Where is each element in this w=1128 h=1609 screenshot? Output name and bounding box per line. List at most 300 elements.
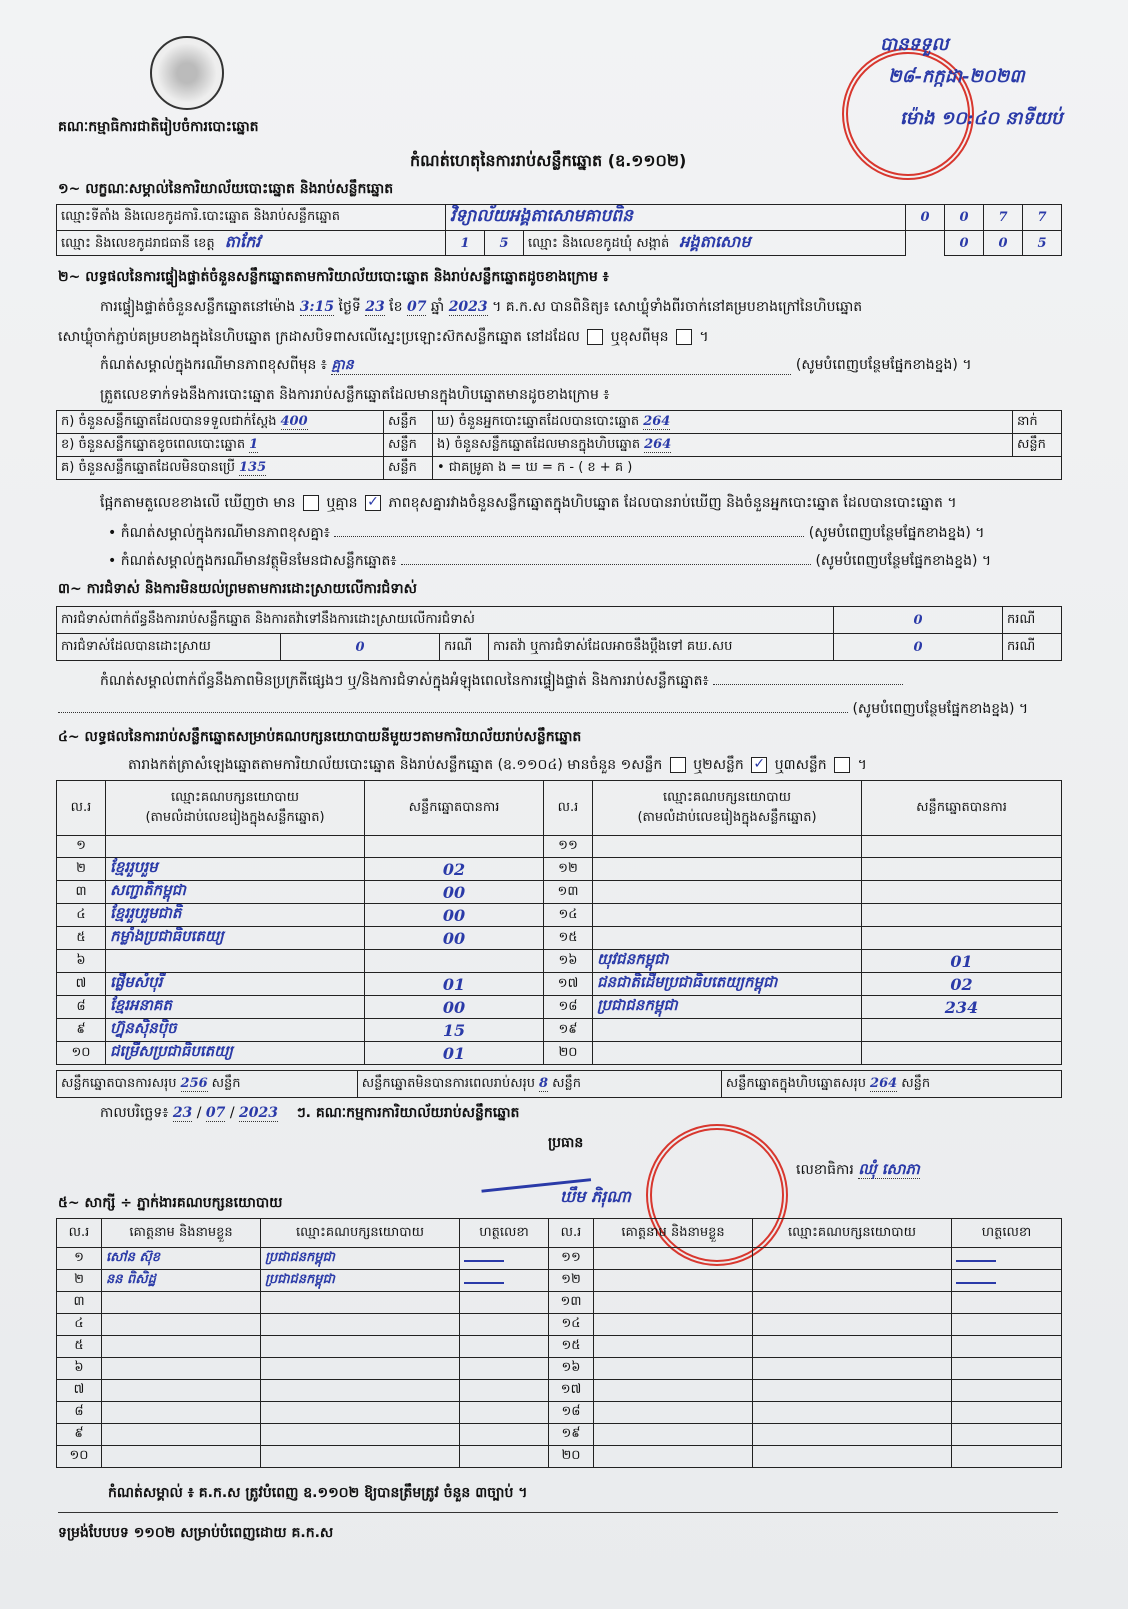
witness-party bbox=[261, 1424, 460, 1446]
objections-table bbox=[56, 606, 1062, 661]
result-votes: 02 bbox=[365, 858, 544, 881]
witness-name bbox=[102, 1314, 261, 1336]
section1-heading: ១~ លក្ខណៈសម្គាល់នៃការិយាល័យបោះឆ្នោត និងរាប់សន្លឹកឆ្នោត bbox=[58, 181, 394, 197]
result-party: យុវជនកម្ពុជា bbox=[593, 950, 862, 973]
witness-party bbox=[753, 1402, 952, 1424]
result-votes: 02 bbox=[862, 973, 1062, 996]
figure-label: ខ) ចំនួនសន្លឹកឆ្នោតខូចពេលបោះឆ្នោត bbox=[61, 436, 246, 452]
witness-no: ៦ bbox=[57, 1358, 102, 1380]
row2-label2: ឈ្មោះ និងលេខកូដឃុំ សង្កាត់ bbox=[528, 236, 670, 251]
result-no: ១១ bbox=[544, 836, 593, 858]
witness-row bbox=[57, 1292, 1062, 1314]
result-votes bbox=[862, 881, 1062, 904]
witness-signature[interactable] bbox=[952, 1314, 1062, 1336]
result-row bbox=[57, 996, 1062, 1019]
result-no: ១៥ bbox=[544, 927, 593, 950]
result-row bbox=[57, 927, 1062, 950]
witness-party bbox=[261, 1358, 460, 1380]
witness-no: ២ bbox=[57, 1270, 102, 1292]
witness-signature[interactable] bbox=[460, 1358, 549, 1380]
witness-party bbox=[753, 1292, 952, 1314]
row2-value: តាកែវ bbox=[224, 232, 261, 251]
signature-mark bbox=[464, 1260, 504, 1262]
figure-value-right: 264 bbox=[644, 436, 672, 452]
results-table bbox=[56, 780, 1062, 1065]
row1-label: ឈ្មោះទីតាំង និងលេខកូដការិ.បោះឆ្នោត និងរាប់សន្លឹកឆ្នោត bbox=[57, 205, 446, 231]
bullet-difference-note bbox=[108, 524, 1058, 542]
col-party: ឈ្មោះគណបក្សនយោបាយ bbox=[261, 1219, 460, 1248]
witness-no: ១០ bbox=[57, 1446, 102, 1468]
footer-divider bbox=[58, 1512, 1058, 1513]
witness-party bbox=[261, 1336, 460, 1358]
row2-label: ឈ្មោះ និងលេខកូដរាជធានី ខេត្ត bbox=[61, 236, 215, 251]
no-difference-checkbox[interactable]: ✓ bbox=[365, 495, 381, 511]
changed-text: ឬខុសពីមុន bbox=[610, 329, 669, 345]
result-party: ហ្វ៊ុនស៊ិនប៉ិច bbox=[106, 1019, 365, 1042]
witness-no: ៥ bbox=[57, 1336, 102, 1358]
figure-unit-right: សន្លឹក bbox=[1013, 434, 1062, 457]
bullet-foreign-object-note bbox=[108, 552, 1058, 570]
row1-digit: 0 bbox=[906, 205, 945, 231]
witness-no: ៩ bbox=[57, 1424, 102, 1446]
result-no: ១៤ bbox=[544, 904, 593, 927]
witness-signature[interactable] bbox=[952, 1380, 1062, 1402]
figure-label-right: ឃ) ចំនួនអ្នកបោះឆ្នោតដែលបានបោះឆ្នោត bbox=[437, 413, 640, 429]
result-no: ១៣ bbox=[544, 881, 593, 904]
witness-name bbox=[102, 1446, 261, 1468]
verify-month: 07 bbox=[406, 299, 427, 315]
total-invalid-label: សន្លឹកឆ្នោតមិនបានការពេលរាប់សរុប bbox=[361, 1075, 536, 1091]
results-body bbox=[57, 836, 1062, 1065]
col-party: ឈ្មោះគណបក្សនយោបាយ bbox=[663, 790, 791, 805]
result-row bbox=[57, 858, 1062, 881]
date-month: 07 bbox=[205, 1105, 226, 1121]
witness-no: ១៦ bbox=[549, 1358, 594, 1380]
same-checkbox[interactable] bbox=[587, 329, 603, 345]
bullet-label: • កំណត់សម្គាល់ក្នុងករណីមានវត្ថុមិនមែនជាសន្លឹកឆ្នោត៖ bbox=[108, 553, 397, 569]
witness-row bbox=[57, 1248, 1062, 1270]
date-label: កាលបរិច្ឆេទ៖ bbox=[100, 1105, 169, 1121]
result-votes: 01 bbox=[365, 1042, 544, 1065]
witness-party bbox=[753, 1380, 952, 1402]
result-row bbox=[57, 1042, 1062, 1065]
witness-party: ប្រជាជនកម្ពុជា bbox=[261, 1270, 460, 1292]
witness-body bbox=[57, 1248, 1062, 1468]
difference-line bbox=[100, 494, 957, 512]
figure-label-right: ង) ចំនួនសន្លឹកឆ្នោតដែលមានក្នុងហិបឆ្នោត bbox=[437, 436, 641, 452]
date-year: 2023 bbox=[239, 1105, 278, 1121]
appeal-label: ការតវ៉ា ឬការជំទាស់ដែលអាចនឹងប្តឹងទៅ គឃ.សប bbox=[489, 634, 834, 661]
witness-name bbox=[102, 1292, 261, 1314]
row2-digit2: 0 bbox=[945, 231, 984, 256]
witness-party bbox=[261, 1292, 460, 1314]
result-row bbox=[57, 973, 1062, 996]
result-party bbox=[593, 1019, 862, 1042]
witness-name bbox=[102, 1336, 261, 1358]
witness-no: ៣ bbox=[57, 1292, 102, 1314]
row1-digit: 7 bbox=[984, 205, 1023, 231]
figure-unit: សន្លឹក bbox=[384, 457, 433, 480]
result-row bbox=[57, 836, 1062, 858]
row2-digit2: 5 bbox=[1023, 231, 1062, 256]
section1-table bbox=[56, 204, 1062, 256]
row2-value2: អង្គតាសោម bbox=[679, 232, 751, 251]
witness-party bbox=[261, 1402, 460, 1424]
secretary-line bbox=[796, 1160, 920, 1179]
result-party bbox=[593, 881, 862, 904]
witness-name bbox=[594, 1380, 753, 1402]
figures-row bbox=[57, 411, 1062, 434]
bullet-label: • កំណត់សម្គាល់ក្នុងករណីមានភាពខុសគ្នា៖ bbox=[108, 525, 330, 541]
witness-row bbox=[57, 1358, 1062, 1380]
verify-month-label: ខែ bbox=[389, 299, 403, 315]
tally-intro-2: ឬ២សន្លឹក bbox=[693, 757, 744, 773]
result-votes bbox=[862, 927, 1062, 950]
witness-signature[interactable] bbox=[460, 1336, 549, 1358]
result-no: ១៨ bbox=[544, 996, 593, 1019]
irregularity-label: កំណត់សម្គាល់ពាក់ព័ន្ធនឹងភាពមិនប្រក្រតីផ្សេងៗ ឬ/និងការជំទាស់ក្នុងអំឡុងពេលនៃការផ្ទៀងផ្ទាត់ និងការរាប់សន្លឹកឆ្នោត៖ bbox=[100, 673, 709, 689]
witness-name bbox=[594, 1402, 753, 1424]
seal-text: សោឃ្លុំចាក់ភ្ជាប់គម្របខាងក្នុងនៃហិបឆ្នោត ក្រដាសបិទពាសលើស្នេះប្រឡោះស៊កសន្លឹកឆ្នោត នៅដដែល bbox=[58, 329, 580, 345]
figure-value: 1 bbox=[249, 436, 259, 452]
witness-row bbox=[57, 1314, 1062, 1336]
changed-checkbox[interactable] bbox=[676, 329, 692, 345]
witness-name bbox=[102, 1358, 261, 1380]
objection-unit: ករណី bbox=[1003, 634, 1062, 661]
tally-intro-3: ឬ៣សន្លឹក bbox=[774, 757, 827, 773]
signature-mark bbox=[956, 1282, 996, 1284]
col-party: ឈ្មោះគណបក្សនយោបាយ bbox=[753, 1219, 952, 1248]
row1-digit: 0 bbox=[945, 205, 984, 231]
total-unit: សន្លឹក bbox=[211, 1075, 241, 1091]
col-party: ឈ្មោះគណបក្សនយោបាយ bbox=[171, 790, 299, 805]
witness-party bbox=[753, 1424, 952, 1446]
result-party: ជនជាតិដើមប្រជាធិបតេយ្យកម្ពុជា bbox=[593, 973, 862, 996]
witness-name: នន ពិសិដ្ឋ bbox=[102, 1270, 261, 1292]
col-name: គោត្តនាម និងនាមខ្លួន bbox=[102, 1219, 261, 1248]
verify-time: 3:15 bbox=[299, 299, 335, 315]
difference-note-line bbox=[100, 356, 1060, 375]
witness-signature[interactable] bbox=[952, 1424, 1062, 1446]
verify-day-label: ថ្ងៃទី bbox=[338, 299, 361, 315]
resolved-label: ការជំទាស់ដែលបានដោះស្រាយ bbox=[57, 634, 281, 661]
witness-party: ប្រជាជនកម្ពុជា bbox=[261, 1248, 460, 1270]
secretary-name: ឈុំ សោភា bbox=[858, 1160, 920, 1178]
figure-value-right: 264 bbox=[643, 413, 671, 429]
result-no: ៥ bbox=[57, 927, 106, 950]
witness-no: ១៨ bbox=[549, 1402, 594, 1424]
witness-row bbox=[57, 1402, 1062, 1424]
difference-text-c: ភាពខុសគ្នារវាងចំនួនសន្លឹកឆ្នោតក្នុងហិបឆ្នោត ដែលបានរាប់ឃើញ និងចំនួនអ្នកបោះឆ្នោត ដែលបានបោះឆ្នោត ។ bbox=[388, 495, 957, 511]
witness-no: ១៩ bbox=[549, 1424, 594, 1446]
objection-row1-label: ការជំទាស់ពាក់ព័ន្ធនឹងការរាប់សន្លឹកឆ្នោត និងការតវ៉ាទៅនឹងការដោះស្រាយលើការជំទាស់ bbox=[57, 607, 834, 634]
result-party: ខ្មែររួបរួមជាតិ bbox=[106, 904, 365, 927]
witness-name bbox=[594, 1446, 753, 1468]
col-votes: សន្លឹកឆ្នោតបានការ bbox=[365, 781, 544, 836]
witness-name bbox=[594, 1314, 753, 1336]
irregularity-note bbox=[100, 672, 903, 690]
resolved-value: 0 bbox=[281, 634, 440, 661]
witness-name bbox=[594, 1270, 753, 1292]
row2-digit: 1 bbox=[446, 231, 485, 256]
witness-party bbox=[261, 1446, 460, 1468]
fill-more-note: (សូមបំពេញបន្ថែមផ្នែកខាងខ្នង) ។ bbox=[815, 553, 992, 569]
witness-no: ១៥ bbox=[549, 1336, 594, 1358]
result-votes: 00 bbox=[365, 904, 544, 927]
objection-unit: ករណី bbox=[440, 634, 489, 661]
result-row bbox=[57, 904, 1062, 927]
secretary-label: លេខាធិការ bbox=[796, 1162, 854, 1178]
date-day: 23 bbox=[172, 1105, 193, 1121]
total-unit: សន្លឹក bbox=[552, 1075, 581, 1091]
result-votes: 00 bbox=[365, 881, 544, 904]
witness-party bbox=[261, 1314, 460, 1336]
witness-no: ៨ bbox=[57, 1402, 102, 1424]
witness-name bbox=[594, 1358, 753, 1380]
witness-party bbox=[753, 1336, 952, 1358]
witness-no: ១២ bbox=[549, 1270, 594, 1292]
witness-name bbox=[594, 1292, 753, 1314]
col-no: ល.រ bbox=[549, 1219, 594, 1248]
result-party bbox=[593, 927, 862, 950]
witness-no: ១៣ bbox=[549, 1292, 594, 1314]
col-no: ល.រ bbox=[57, 1219, 102, 1248]
one-sheet-checkbox[interactable] bbox=[670, 757, 686, 773]
total-invalid-value: 8 bbox=[539, 1075, 549, 1091]
objection-row1-value: 0 bbox=[834, 607, 1003, 634]
witness-name bbox=[102, 1402, 261, 1424]
witness-row bbox=[57, 1424, 1062, 1446]
witness-no: ៧ bbox=[57, 1380, 102, 1402]
witness-signature[interactable] bbox=[952, 1402, 1062, 1424]
witness-name bbox=[594, 1424, 753, 1446]
row1-digit: 7 bbox=[1023, 205, 1062, 231]
witness-no: ៤ bbox=[57, 1314, 102, 1336]
irregularity-note-line2 bbox=[58, 700, 1028, 718]
witness-signature[interactable] bbox=[460, 1292, 549, 1314]
result-no: ៦ bbox=[57, 950, 106, 973]
result-votes bbox=[862, 1042, 1062, 1065]
total-box-value: 264 bbox=[870, 1075, 898, 1091]
witness-name bbox=[594, 1336, 753, 1358]
result-votes bbox=[862, 858, 1062, 881]
witness-signature[interactable] bbox=[952, 1446, 1062, 1468]
col-votes: សន្លឹកឆ្នោតបានការ bbox=[862, 781, 1062, 836]
result-row bbox=[57, 1019, 1062, 1042]
footnote: កំណត់សម្គាល់ ៖ គ.ក.ស ត្រូវបំពេញ ឧ.១១០២ ឱ្យបានត្រឹមត្រូវ ចំនួន ៣ច្បាប់ ។ bbox=[108, 1485, 528, 1501]
result-party: ប្រជាជនកម្ពុជា bbox=[593, 996, 862, 1019]
witness-signature[interactable] bbox=[952, 1248, 1062, 1270]
result-no: ៤ bbox=[57, 904, 106, 927]
figure-unit-right: នាក់ bbox=[1013, 411, 1062, 434]
witness-signature[interactable] bbox=[952, 1358, 1062, 1380]
result-no: ៩ bbox=[57, 1019, 106, 1042]
witness-signature[interactable] bbox=[952, 1292, 1062, 1314]
result-no: ១៧ bbox=[544, 973, 593, 996]
section4-heading: ៤~ លទ្ធផលនៃការរាប់សន្លឹកឆ្នោតសម្រាប់គណបក្សនយោបាយនីមួយៗតាមការិយាល័យរាប់សន្លឹកឆ្នោត bbox=[58, 729, 582, 745]
result-party: កម្លាំងប្រជាធិបតេយ្យ bbox=[106, 927, 365, 950]
fill-more-note: (សូមបំពេញបន្ថែមផ្នែកខាងខ្នង) ។ bbox=[808, 525, 985, 541]
footer-note: ទម្រង់បែបបទ ១១០២ សម្រាប់បំពេញដោយ គ.ក.ស bbox=[58, 1525, 334, 1541]
chair-label: ប្រធាន bbox=[548, 1135, 584, 1151]
row1-value: វិទ្យាល័យអង្គតាសោមគាបពិន bbox=[446, 205, 906, 231]
result-no: ១០ bbox=[57, 1042, 106, 1065]
result-party bbox=[593, 858, 862, 881]
verify-year: 2023 bbox=[448, 299, 488, 315]
result-no: ១២ bbox=[544, 858, 593, 881]
result-votes bbox=[862, 836, 1062, 858]
fill-more-note: (សូមបំពេញបន្ថែមផ្នែកខាងខ្នង) ។ bbox=[795, 357, 972, 373]
figure-value: 135 bbox=[239, 459, 267, 475]
verify-day: 23 bbox=[365, 299, 385, 315]
total-box-label: សន្លឹកឆ្នោតក្នុងហិបឆ្នោតសរុប bbox=[725, 1075, 867, 1091]
witness-signature[interactable] bbox=[460, 1402, 549, 1424]
col-name: គោត្តនាម និងនាមខ្លួន bbox=[594, 1219, 753, 1248]
figure-value: 400 bbox=[280, 413, 308, 429]
signature-mark bbox=[956, 1260, 996, 1262]
witness-signature[interactable] bbox=[460, 1424, 549, 1446]
result-party: ជម្រើសប្រជាធិបតេយ្យ bbox=[106, 1042, 365, 1065]
witness-party bbox=[753, 1446, 952, 1468]
witness-party bbox=[261, 1380, 460, 1402]
stamp-note-3: ម៉ោង ១០:៤០ នាទីយប់ bbox=[900, 108, 1063, 129]
witness-no: ១៤ bbox=[549, 1314, 594, 1336]
stamp-note-1: បានទទួល bbox=[880, 34, 949, 55]
result-party bbox=[593, 836, 862, 858]
witness-signature[interactable] bbox=[460, 1248, 549, 1270]
result-no: ៧ bbox=[57, 973, 106, 996]
difference-note-label: កំណត់សម្គាល់ក្នុងករណីមានភាពខុសពីមុន ៖ bbox=[100, 357, 327, 373]
formula: • ជាគម្រូគា ង = ឃ = ក - ( ខ + គ ) bbox=[433, 457, 1062, 480]
verify-text: ការផ្ទៀងផ្ទាត់ចំនួនសន្លឹកឆ្នោតនៅម៉ោង bbox=[100, 299, 296, 315]
result-party: សញ្ជាតិកម្ពុជា bbox=[106, 881, 365, 904]
witness-name bbox=[594, 1248, 753, 1270]
totals-row bbox=[56, 1070, 1062, 1098]
witness-name bbox=[102, 1380, 261, 1402]
witness-name bbox=[102, 1424, 261, 1446]
appeal-value: 0 bbox=[834, 634, 1003, 661]
row2-digit2: 0 bbox=[984, 231, 1023, 256]
figures-row bbox=[57, 434, 1062, 457]
witness-row bbox=[57, 1270, 1062, 1292]
tally-intro: តារាងកត់ត្រាសំឡេងឆ្នោតតាមការិយាល័យបោះឆ្នោត និងរាប់សន្លឹកឆ្នោត (ឧ.១១០៤) មានចំនួន ១សន្លឹក bbox=[128, 757, 663, 773]
witness-signature[interactable] bbox=[952, 1336, 1062, 1358]
witness-row bbox=[57, 1380, 1062, 1402]
figure-unit: សន្លឹក bbox=[384, 434, 433, 457]
section5-heading: ៥~ សាក្សី ÷ ភ្នាក់ងារគណបក្សនយោបាយ bbox=[58, 1195, 283, 1211]
witness-row bbox=[57, 1336, 1062, 1358]
witness-table bbox=[56, 1218, 1062, 1468]
result-row bbox=[57, 881, 1062, 904]
witness-row bbox=[57, 1446, 1062, 1468]
date-line: កាលបរិច្ឆេទ៖ 23 / 07 / 2023 ៗ. គណៈកម្មការការិយាល័យរាប់សន្លឹកឆ្នោត bbox=[100, 1105, 520, 1121]
result-party: ផ្លើមសំបុរី bbox=[106, 973, 365, 996]
result-no: ១ bbox=[57, 836, 106, 858]
result-no: ១៦ bbox=[544, 950, 593, 973]
figure-label: គ) ចំនួនសន្លឹកឆ្នោតដែលមិនបានប្រើ bbox=[61, 459, 235, 475]
figures-intro: ត្រួតលេខទាក់ទងនឹងការបោះឆ្នោត និងការរាប់សន្លឹកឆ្នោតដែលមានក្នុងហិបឆ្នោតមានដូចខាងក្រោម ៖ bbox=[100, 387, 610, 403]
difference-text-b: ឬគ្មាន bbox=[326, 495, 358, 511]
result-votes: 00 bbox=[365, 996, 544, 1019]
result-votes: 01 bbox=[365, 973, 544, 996]
figures-row bbox=[57, 457, 1062, 480]
stamp-note-2: ២៨-កក្កដា-២០២៣ bbox=[888, 66, 1025, 87]
result-no: ៣ bbox=[57, 881, 106, 904]
section2-heading: ២~ លទ្ធផលនៃការផ្ទៀងផ្ទាត់ចំនួនសន្លឹកឆ្នោតតាមការិយាល័យបោះឆ្នោត និងរាប់សន្លឹកឆ្នោតដូចខាងក្រោម ៖ bbox=[58, 269, 609, 285]
objection-unit: ករណី bbox=[1003, 607, 1062, 634]
chair-name: ឃឹម ភិរុណា bbox=[560, 1187, 631, 1206]
witness-signature[interactable] bbox=[460, 1446, 549, 1468]
col-no: ល.រ bbox=[57, 781, 106, 836]
result-votes: 00 bbox=[365, 927, 544, 950]
row2-digit: 5 bbox=[485, 231, 524, 256]
result-no: ២ bbox=[57, 858, 106, 881]
result-party bbox=[106, 950, 365, 973]
witness-party bbox=[753, 1270, 952, 1292]
committee-name: គណៈកម្មាធិការជាតិរៀបចំការបោះឆ្នោត bbox=[58, 119, 259, 135]
figure-unit: សន្លឹក bbox=[384, 411, 433, 434]
result-votes: 15 bbox=[365, 1019, 544, 1042]
witness-party bbox=[753, 1358, 952, 1380]
difference-note-value: គ្មាន bbox=[331, 356, 791, 375]
witness-signature[interactable] bbox=[460, 1270, 549, 1292]
form-title: កំណត់ហេតុនៃការរាប់សន្លឹកឆ្នោត (ឧ.១១០២) bbox=[410, 151, 687, 170]
signature-mark bbox=[464, 1282, 504, 1284]
result-no: ១៩ bbox=[544, 1019, 593, 1042]
result-party: ខ្មែរអនាគត bbox=[106, 996, 365, 1019]
col-party-sub: (តាមលំដាប់លេខរៀងក្នុងសន្លឹកឆ្នោត) bbox=[637, 810, 817, 825]
total-unit: សន្លឹក bbox=[901, 1075, 931, 1091]
witness-no: ១១ bbox=[549, 1248, 594, 1270]
col-no: ល.រ bbox=[544, 781, 593, 836]
witness-no: ២០ bbox=[549, 1446, 594, 1468]
witness-party bbox=[753, 1314, 952, 1336]
witness-name: សៅន ស៊ុខ bbox=[102, 1248, 261, 1270]
figure-label: ក) ចំនួនសន្លឹកឆ្នោតដែលបានទទួលជាក់ស្តែង bbox=[61, 413, 277, 429]
figures-table bbox=[56, 410, 1062, 480]
result-party bbox=[593, 1042, 862, 1065]
verification-line-2: សោឃ្លុំចាក់ភ្ជាប់គម្របខាងក្នុងនៃហិបឆ្នោត ក្រដាសបិទពាសលើស្នេះប្រឡោះស៊កសន្លឹកឆ្នោត នៅដដែល ឬខុសពីមុន ។ bbox=[58, 329, 709, 345]
total-valid-label: សន្លឹកឆ្នោតបានការសរុប bbox=[61, 1075, 177, 1091]
witness-signature[interactable] bbox=[460, 1380, 549, 1402]
col-party-sub: (តាមលំដាប់លេខរៀងក្នុងសន្លឹកឆ្នោត) bbox=[145, 810, 325, 825]
has-difference-checkbox[interactable] bbox=[303, 495, 319, 511]
nec-logo bbox=[150, 36, 224, 110]
result-votes bbox=[862, 904, 1062, 927]
tally-sheet-line: តារាងកត់ត្រាសំឡេងឆ្នោតតាមការិយាល័យបោះឆ្នោត និងរាប់សន្លឹកឆ្នោត (ឧ.១១០៤) មានចំនួន ១សន្លឹក ឬ២សន្លឹក ✓ ឬ៣សន្លឹក ។ bbox=[128, 756, 867, 773]
witness-party bbox=[753, 1248, 952, 1270]
result-party bbox=[106, 836, 365, 858]
witness-no: ១៧ bbox=[549, 1380, 594, 1402]
witness-signature[interactable] bbox=[460, 1314, 549, 1336]
result-votes: 01 bbox=[862, 950, 1062, 973]
section3-heading: ៣~ ការជំទាស់ និងការមិនយល់ព្រមតាមការដោះស្រាយលើការជំទាស់ bbox=[58, 581, 417, 597]
witness-no: ១ bbox=[57, 1248, 102, 1270]
result-party: ខ្មែររួបរួម bbox=[106, 858, 365, 881]
result-no: ២០ bbox=[544, 1042, 593, 1065]
col-sign: ហត្ថលេខា bbox=[460, 1219, 549, 1248]
two-sheet-checkbox[interactable]: ✓ bbox=[751, 757, 767, 773]
three-sheet-checkbox[interactable] bbox=[834, 757, 850, 773]
result-party bbox=[593, 904, 862, 927]
verify-year-label: ឆ្នាំ bbox=[430, 299, 445, 315]
result-votes bbox=[862, 1019, 1062, 1042]
col-sign: ហត្ថលេខា bbox=[952, 1219, 1062, 1248]
result-votes bbox=[365, 836, 544, 858]
fill-more-note: (សូមបំពេញបន្ថែមផ្នែកខាងខ្នង) ។ bbox=[852, 701, 1029, 717]
result-row bbox=[57, 950, 1062, 973]
witness-signature[interactable] bbox=[952, 1270, 1062, 1292]
